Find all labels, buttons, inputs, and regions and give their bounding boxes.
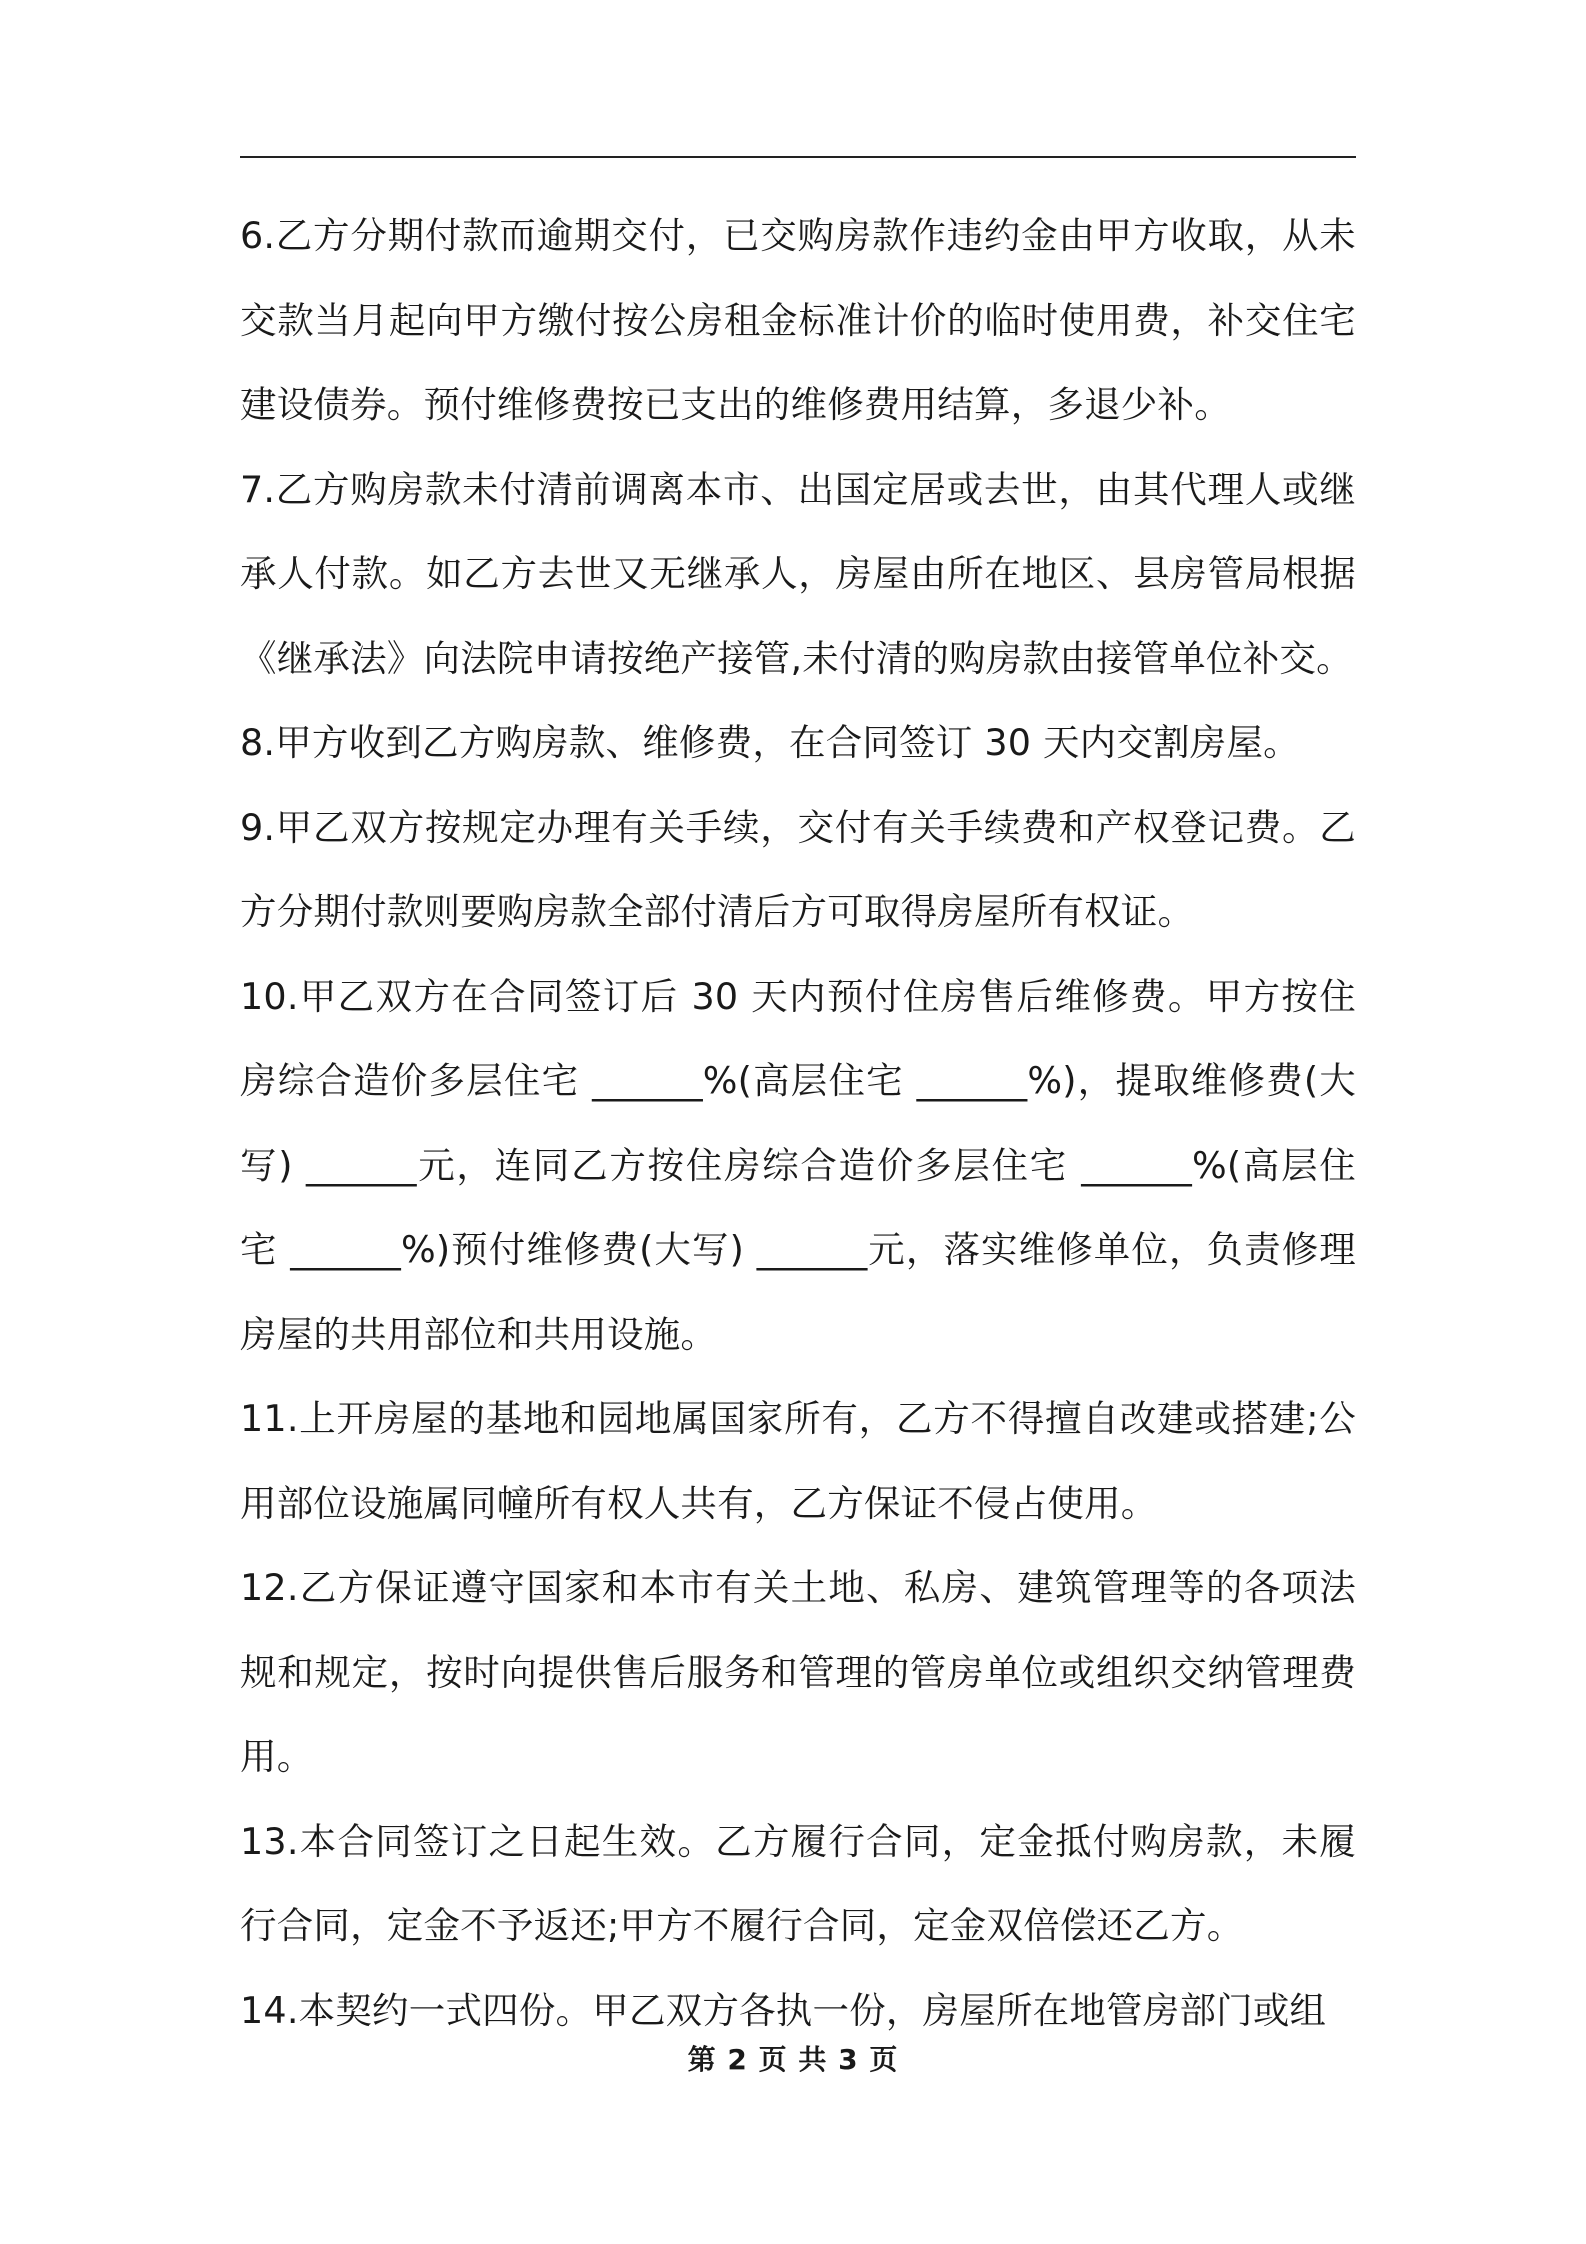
- clause-10: 10.甲乙双方在合同签订后 30 天内预付住房售后维修费。甲方按住房综合造价多层住宅 ______%(高层住宅 ______%)，提取维修费(大写) ______元，连同乙方按住房综合造价多层住宅 ______%(高层住宅 ______%)预付维修费(大写) ______元，落实维修单位，负责修理房屋的共用部位和共用设施。: [240, 974, 1356, 1356]
- clause-7: 7.乙方购房款未付清前调离本市、出国定居或去世，由其代理人或继承人付款。如乙方去世又无继承人，房屋由所在地区、县房管局根据《继承法》向法院申请按绝产接管,未付清的购房款由接管单位补交。: [240, 467, 1356, 680]
- clause-8: 8.甲方收到乙方购房款、维修费，在合同签订 30 天内交割房屋。: [240, 721, 1300, 764]
- clause-14: 14.本契约一式四份。甲乙双方各执一份，房屋所在地管房部门或组: [240, 1988, 1327, 2032]
- page-number-footer: 第 2 页 共 3 页: [687, 2043, 899, 2076]
- header-divider: [240, 156, 1356, 158]
- clause-12: 12.乙方保证遵守国家和本市有关土地、私房、建筑管理等的各项法规和规定，按时向提供售后服务和管理的管房单位或组织交纳管理费用。: [240, 1566, 1356, 1778]
- clause-11: 11.上开房屋的基地和园地属国家所有，乙方不得擅自改建或搭建;公用部位设施属同幢所有权人共有，乙方保证不侵占使用。: [240, 1397, 1356, 1525]
- clause-6: 6.乙方分期付款而逾期交付，已交购房款作违约金由甲方收取，从未交款当月起向甲方缴付按公房租金标准计价的临时使用费，补交住宅建设债券。预付维修费按已支出的维修费用结算，多退少补。: [240, 214, 1356, 426]
- document-body: [240, 194, 1356, 2053]
- clause-9: 9.甲乙双方按规定办理有关手续，交付有关手续费和产权登记费。乙方分期付款则要购房款全部付清后方可取得房屋所有权证。: [240, 805, 1356, 933]
- clause-13: 13.本合同签订之日起生效。乙方履行合同，定金抵付购房款，未履行合同，定金不予返还;甲方不履行合同，定金双倍偿还乙方。: [240, 1819, 1356, 1947]
